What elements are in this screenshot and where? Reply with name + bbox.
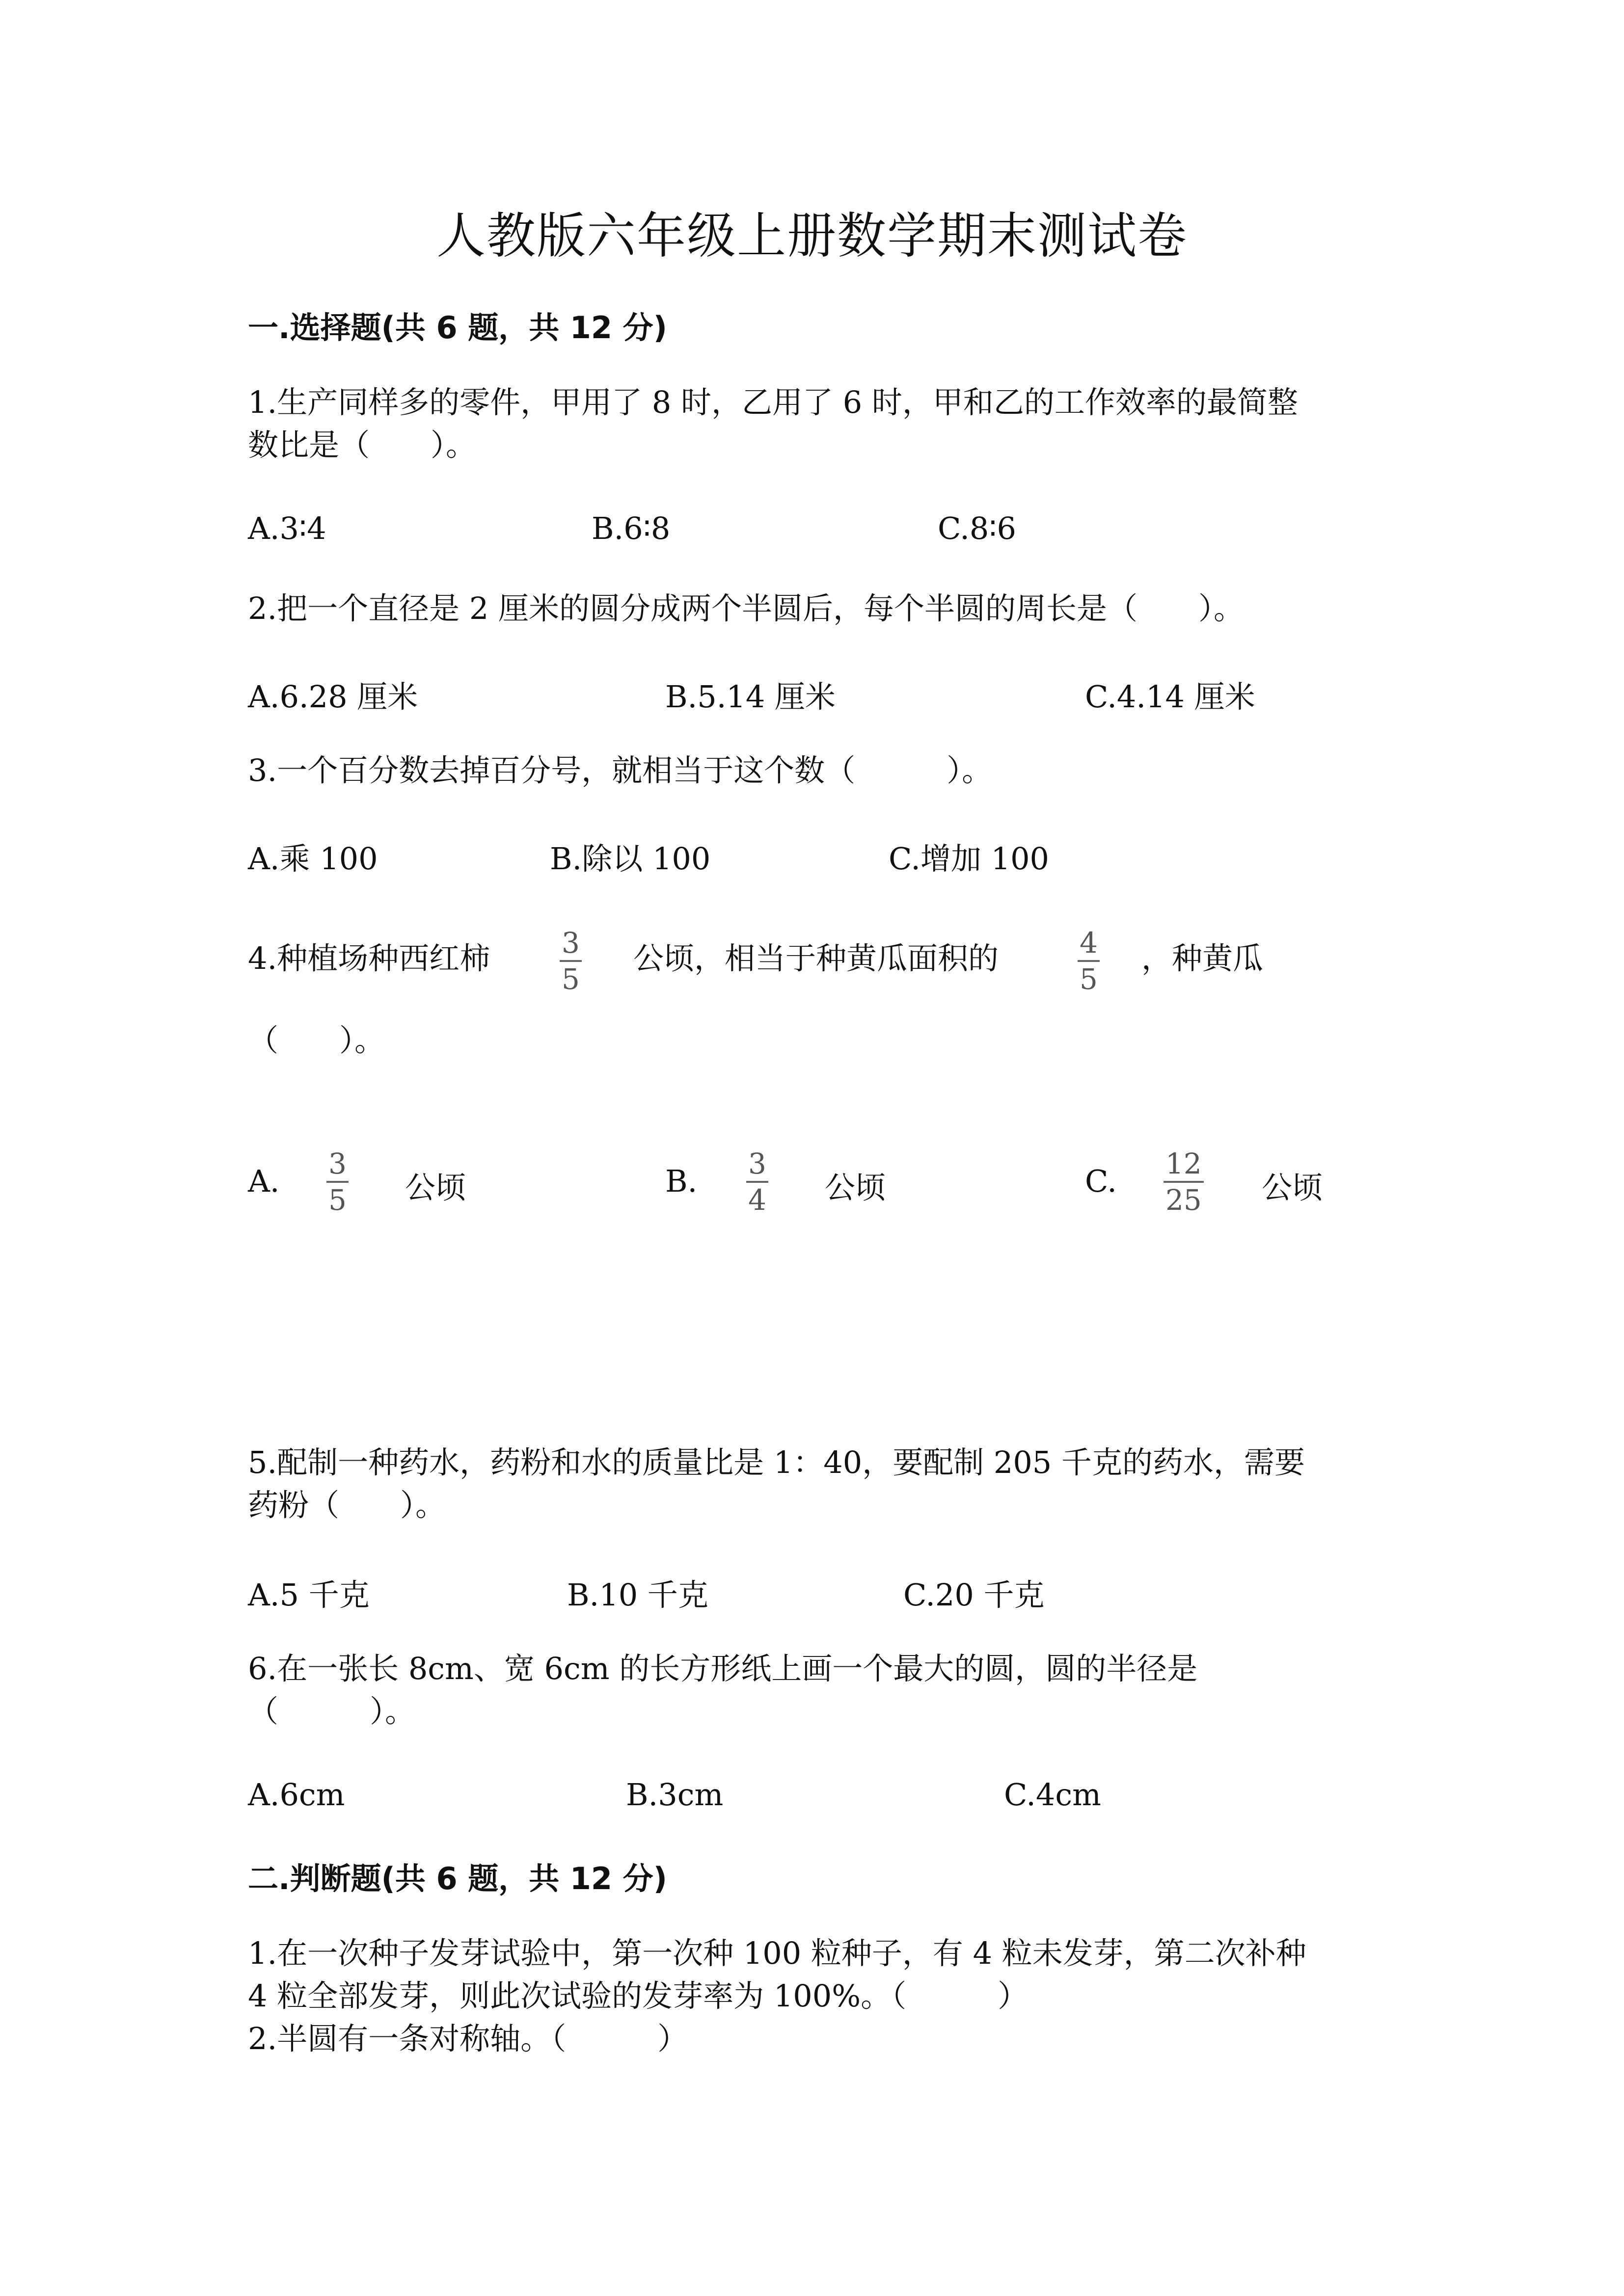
fraction-numerator: 12 <box>1165 1147 1202 1180</box>
question-4-option-b-fraction <box>746 1148 768 1215</box>
question-3-option-a: A.乘 100 <box>248 841 378 877</box>
question-3-option-c: C.增加 100 <box>889 841 1049 877</box>
question-5-line-2: 药粉（ ）。 <box>248 1487 446 1523</box>
section-heading-choice: 一.选择题(共 6 题，共 12 分) <box>248 310 667 346</box>
question-4-option-a-fraction <box>326 1148 349 1215</box>
question-1-option-a: A.3∶4 <box>248 510 326 546</box>
question-4-line-2: （ ）。 <box>248 1022 385 1058</box>
fraction-bar <box>326 1181 349 1183</box>
question-4-option-b-unit: 公顷 <box>825 1170 886 1205</box>
question-1-option-c: C.8∶6 <box>938 510 1016 546</box>
question-4-fraction-1 <box>560 928 582 994</box>
section-heading-judgement: 二.判断题(共 6 题，共 12 分) <box>248 1861 667 1896</box>
question-4-option-c-unit: 公顷 <box>1262 1170 1323 1205</box>
fraction-denominator: 5 <box>328 1183 347 1217</box>
fraction-denominator: 5 <box>1080 962 1098 996</box>
question-2-line-1: 2.把一个直径是 2 厘米的圆分成两个半圆后，每个半圆的周长是（ ）。 <box>248 590 1245 626</box>
fraction-denominator: 5 <box>562 962 580 996</box>
judgement-1-line-2: 4 粒全部发芽，则此次试验的发芽率为 100%。（ ） <box>248 1978 1029 2014</box>
question-4-fraction-2 <box>1078 928 1100 994</box>
question-4-option-c-fraction <box>1164 1148 1204 1215</box>
fraction-denominator: 4 <box>748 1183 766 1217</box>
question-4-option-b-label: B. <box>665 1163 698 1199</box>
question-6-line-1: 6.在一张长 8cm、宽 6cm 的长方形纸上画一个最大的圆，圆的半径是 <box>248 1651 1198 1686</box>
question-4-part-2: 公顷，相当于种黄瓜面积的 <box>633 940 999 976</box>
question-4-option-c-label: C. <box>1085 1163 1117 1199</box>
fraction-numerator: 4 <box>1080 926 1098 960</box>
question-4-option-a-label: A. <box>248 1163 280 1199</box>
question-6-line-2: （ ）。 <box>248 1693 416 1729</box>
question-3-line-1: 3.一个百分数去掉百分号，就相当于这个数（ ）。 <box>248 752 993 788</box>
fraction-bar <box>746 1181 768 1183</box>
question-3-option-b: B.除以 100 <box>550 841 711 877</box>
question-2-option-c: C.4.14 厘米 <box>1085 679 1255 715</box>
fraction-bar <box>560 960 582 962</box>
fraction-numerator: 3 <box>328 1147 347 1180</box>
question-5-option-b: B.10 千克 <box>567 1577 708 1613</box>
question-4-part-3: ，种黄瓜 <box>1141 940 1264 976</box>
question-5-option-a: A.5 千克 <box>248 1577 370 1613</box>
fraction-numerator: 3 <box>562 926 580 960</box>
question-1-option-b: B.6∶8 <box>592 510 671 546</box>
question-5-line-1: 5.配制一种药水，药粉和水的质量比是 1：40，要配制 205 千克的药水，需要 <box>248 1444 1305 1480</box>
judgement-2-line-1: 2.半圆有一条对称轴。（ ） <box>248 2021 688 2056</box>
fraction-numerator: 3 <box>748 1147 766 1180</box>
question-2-option-a: A.6.28 厘米 <box>248 679 418 715</box>
fraction-bar <box>1078 960 1100 962</box>
question-6-option-b: B.3cm <box>626 1777 724 1813</box>
question-6-option-a: A.6cm <box>248 1777 345 1813</box>
page-title: 人教版六年级上册数学期末测试卷 <box>436 207 1188 265</box>
fraction-bar <box>1164 1181 1204 1183</box>
fraction-denominator: 25 <box>1165 1183 1202 1217</box>
question-2-option-b: B.5.14 厘米 <box>665 679 836 715</box>
judgement-1-line-1: 1.在一次种子发芽试验中，第一次种 100 粒种子，有 4 粒未发芽，第二次补种 <box>248 1935 1306 1971</box>
question-4-part-1: 4.种植场种西红柿 <box>248 940 490 976</box>
question-1-line-1: 1.生产同样多的零件，甲用了 8 时，乙用了 6 时，甲和乙的工作效率的最简整 <box>248 384 1298 420</box>
question-4-option-a-unit: 公顷 <box>405 1170 466 1205</box>
question-1-line-2: 数比是（ ）。 <box>248 427 477 463</box>
question-5-option-c: C.20 千克 <box>903 1577 1045 1613</box>
question-6-option-c: C.4cm <box>1004 1777 1101 1813</box>
